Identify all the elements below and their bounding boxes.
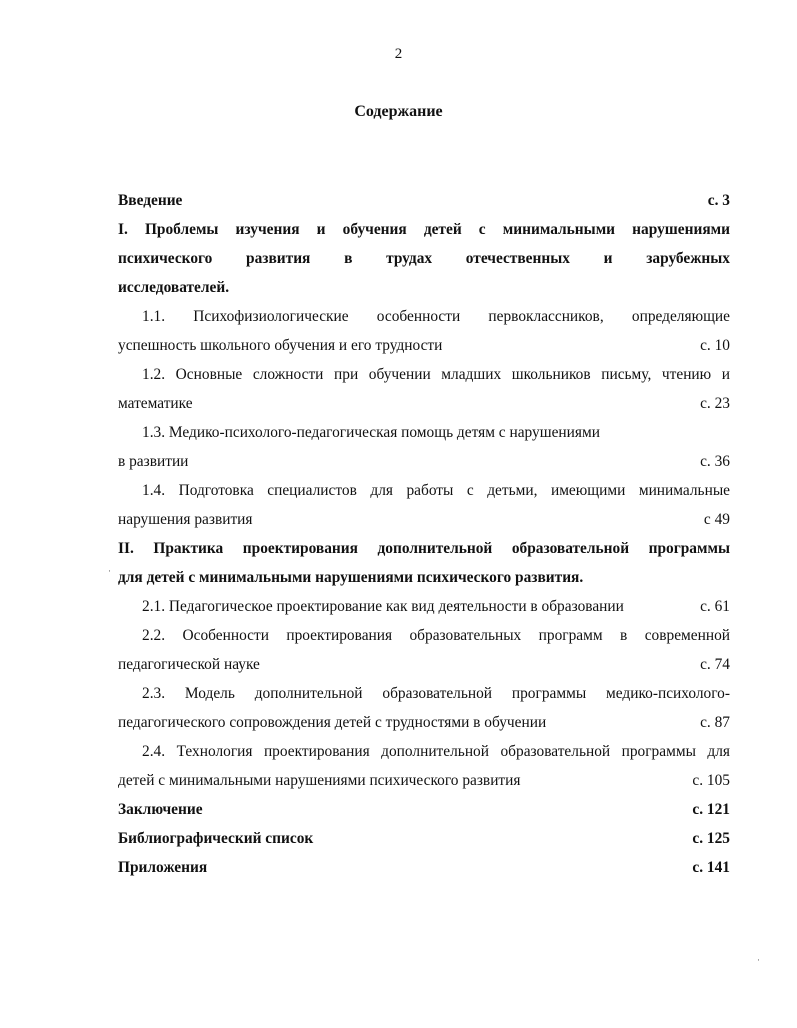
toc-entry-line: 2.2. Особенности проектирования образовательных программ в современной xyxy=(142,627,730,644)
toc-bibliography-page: с. 125 xyxy=(692,830,730,847)
toc-entry-2-4[interactable] xyxy=(118,740,730,798)
toc-entry-page: с. 87 xyxy=(700,714,730,731)
scan-speck: · xyxy=(108,566,111,576)
toc-entry-line: 2.4. Технология проектирования дополнительной образовательной программы для xyxy=(142,743,730,760)
scan-speck: · xyxy=(757,955,760,965)
page-title: Содержание xyxy=(354,103,443,120)
toc-entry-line: 1.4. Подготовка специалистов для работы с детьми, имеющими минимальные xyxy=(142,482,730,499)
toc-entry-page: с. 74 xyxy=(700,656,730,673)
page-number: 2 xyxy=(394,46,403,62)
toc-entry-line: 1.3. Медико-психолого-педагогическая помощь детям с нарушениями xyxy=(142,424,600,441)
toc-entry-intro[interactable] xyxy=(118,189,730,218)
toc-entry-1-4[interactable] xyxy=(118,479,730,537)
toc-entry-conclusion[interactable] xyxy=(118,798,730,827)
toc-entry-2-3[interactable] xyxy=(118,682,730,740)
toc-entry-page: с. 61 xyxy=(700,598,730,615)
toc-intro-page: с. 3 xyxy=(707,192,730,209)
toc-entry-page: с. 23 xyxy=(700,395,730,412)
toc-intro-label: Введение xyxy=(118,192,183,209)
toc-appendices-label: Приложения xyxy=(118,859,208,876)
toc-entry-appendices[interactable] xyxy=(118,856,730,885)
toc-entry-2-2[interactable] xyxy=(118,624,730,682)
toc-appendices-page: с. 141 xyxy=(692,859,730,876)
toc-entry-line: успешность школьного обучения и его трудности xyxy=(118,337,443,354)
toc-chapter-1[interactable] xyxy=(118,218,730,305)
toc-entry-1-2[interactable] xyxy=(118,363,730,421)
toc-entry-line: 2.1. Педагогическое проектирование как вид деятельности в образовании xyxy=(142,598,624,615)
toc-bibliography-label: Библиографический список xyxy=(118,830,314,847)
toc-chapter-1-line: исследователей. xyxy=(118,279,230,296)
toc-chapter-1-line: психического развития в трудах отечественных и зарубежных xyxy=(118,250,730,267)
toc-entry-page: с. 36 xyxy=(700,453,730,470)
toc-entry-1-1[interactable] xyxy=(118,305,730,363)
toc-entry-line: нарушения развития xyxy=(118,511,253,528)
toc-conclusion-page: с. 121 xyxy=(692,801,730,818)
toc-entry-line: педагогического сопровождения детей с трудностями в обучении xyxy=(118,714,547,731)
toc-entry-1-3[interactable] xyxy=(118,421,730,479)
toc-entry-line: педагогической науке xyxy=(118,656,260,673)
toc-entry-line: математике xyxy=(118,395,193,412)
toc-chapter-2-line: для детей с минимальными нарушениями психического развития. xyxy=(118,569,584,586)
toc-entry-line: в развитии xyxy=(118,453,189,470)
toc-entry-2-1[interactable] xyxy=(118,595,730,624)
toc-entry-page: с. 105 xyxy=(692,772,730,789)
toc-chapter-1-line: I. Проблемы изучения и обучения детей с минимальными нарушениями xyxy=(118,221,730,238)
toc-entry-bibliography[interactable] xyxy=(118,827,730,856)
toc-chapter-2[interactable] xyxy=(118,537,730,595)
toc-entry-page: с 49 xyxy=(703,511,730,528)
toc-conclusion-label: Заключение xyxy=(118,801,203,818)
toc-entry-line: 1.2. Основные сложности при обучении младших школьников письму, чтению и xyxy=(142,366,730,383)
toc-chapter-2-line: II. Практика проектирования дополнительной образовательной программы xyxy=(118,540,730,557)
toc-entry-line: детей с минимальными нарушениями психического развития xyxy=(118,772,521,789)
table-of-contents xyxy=(118,189,730,885)
toc-entry-line: 2.3. Модель дополнительной образовательной программы медико-психолого- xyxy=(142,685,730,702)
toc-entry-line: 1.1. Психофизиологические особенности первоклассников, определяющие xyxy=(142,308,730,325)
toc-entry-page: с. 10 xyxy=(700,337,730,354)
